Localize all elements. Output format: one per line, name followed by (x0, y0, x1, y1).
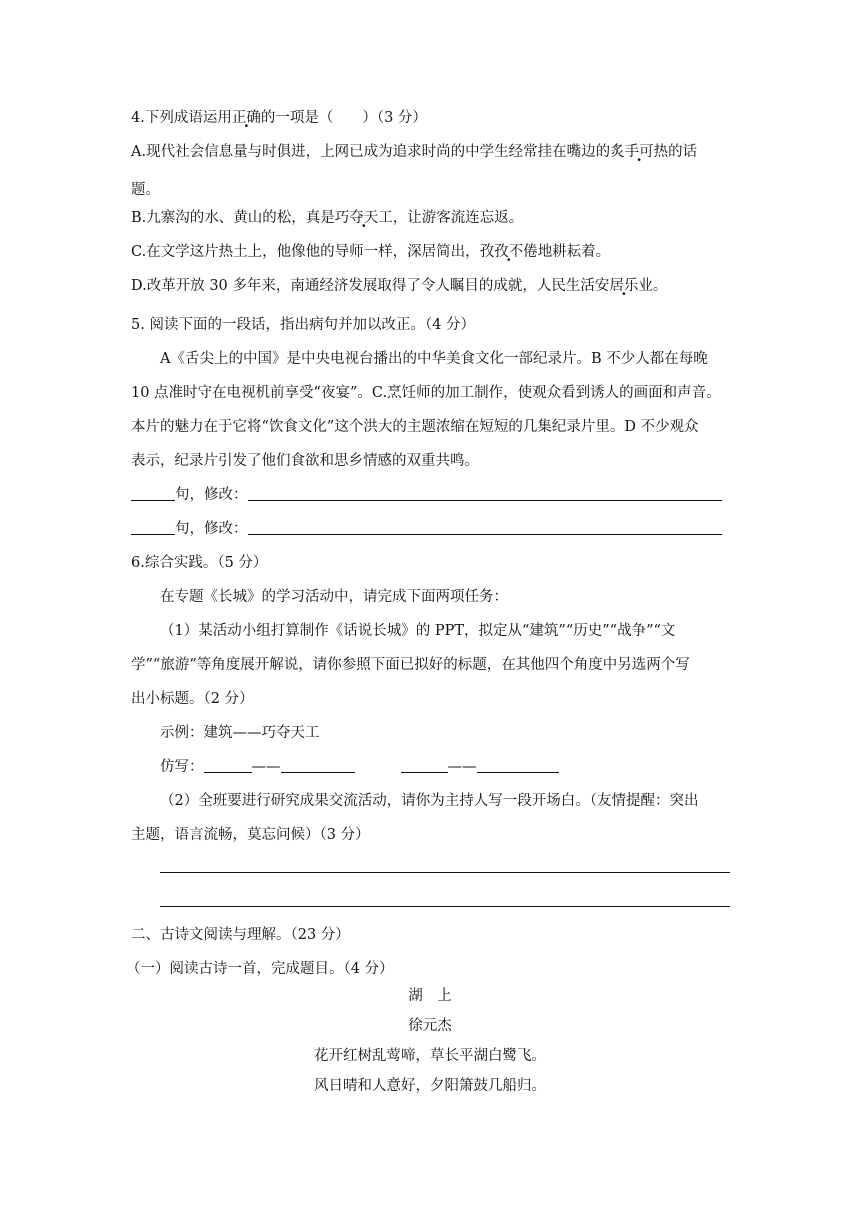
q4-c-idiom: 孜孜不倦 (479, 244, 538, 260)
q4-c-text: C.在文学这片热土上，他像他的导师一样，深居简出， (131, 244, 480, 260)
q5-answer-row-2 (131, 518, 722, 540)
q4-option-a-cont: 题。 (131, 182, 160, 198)
q4-option-d (131, 275, 667, 297)
q6-dash-1: —— (251, 759, 281, 775)
q6-imitate-label: 仿写： (160, 759, 204, 775)
q5-sentence-blank-2[interactable] (131, 518, 175, 535)
q6-example: 示例：建筑——巧夺天工 (160, 725, 320, 741)
q6-imitate-blank-2b[interactable] (477, 756, 559, 773)
q6-answer-line-1[interactable] (160, 872, 730, 873)
q6-intro: 在专题《长城》的学习活动中，请完成下面两项任务： (160, 589, 508, 605)
q4-c-text-end: 地耕耘着。 (537, 244, 611, 260)
q6-dash-2: —— (447, 759, 477, 775)
q6-task1-line-2: 学”“旅游”等角度展开解说，请你参照下面已拟好的标题，在其他四个角度中另选两个写 (131, 657, 690, 673)
q6-imitate-blank-1a[interactable] (204, 756, 252, 773)
q4-d-idiom: 安居乐业 (594, 278, 653, 294)
q6-task1-line-1: （1）某活动小组打算制作《话说长城》的 PPT，拟定从“建筑”“历史”“战争”“文 (160, 623, 676, 639)
q4-a-text-end: 的话 (668, 144, 698, 160)
q6-task2-line-1: （2）全班要进行研究成果交流活动，请你为主持人写一段开场白。（友情提醒：突出 (160, 793, 699, 809)
poem-author: 徐元杰 (408, 1018, 452, 1034)
q4-d-text: D.改革开放 30 多年来，南通经济发展取得了令人瞩目的成就，人民生活 (131, 278, 595, 294)
q4-option-a (131, 141, 697, 163)
q5-answer-label-2: 句，修改： (175, 521, 248, 537)
q6-imitate-row (160, 756, 559, 778)
q4-b-text: B.九寨沟的水、黄山的松，真是 (131, 210, 335, 226)
q5-stem: 5. 阅读下面的一段话，指出病句并加以改正。（4 分） (131, 317, 476, 333)
q5-paragraph-line-3: 本片的魅力在于它将“饮食文化”这个洪大的主题浓缩在短短的几集纪录片里。D 不少观众 (131, 419, 699, 435)
q5-paragraph-line-2: 10 点准时守在电视机前享受“夜宴”。C.烹饪师的加工制作，使观众看到诱人的画面和声音。 (131, 385, 721, 401)
q6-imitate-blank-2a[interactable] (401, 756, 448, 773)
q4-stem-text: 4.下列成语运用 (131, 110, 232, 126)
q4-stem-text-end: 的一项是（ ）（3 分） (260, 110, 427, 126)
q4-b-idiom: 巧夺天工 (334, 210, 393, 226)
section2-title: 二、古诗文阅读与理解。（23 分） (131, 927, 350, 943)
poem-line-1: 花开红树乱莺啼，草长平湖白鹭飞。 (314, 1048, 546, 1064)
q5-paragraph-line-1: A《舌尖上的中国》是中央电视台播出的中华美食文化一部纪录片。B 不少人都在每晚 (160, 351, 708, 367)
q6-task1-line-3: 出小标题。（2 分） (131, 691, 254, 707)
q4-option-c (131, 241, 610, 263)
q4-d-text-end: 。 (652, 278, 668, 294)
q5-paragraph-line-4: 表示，纪录片引发了他们食欲和思乡情感的双重共鸣。 (131, 453, 479, 469)
q5-answer-label-1: 句，修改： (175, 487, 248, 503)
poem-line-2: 风日晴和人意好，夕阳箫鼓几船归。 (314, 1078, 546, 1094)
poem-title: 湖 上 (408, 988, 452, 1004)
q4-a-idiom: 炙手可热 (610, 144, 669, 160)
q5-correction-blank-1[interactable] (248, 484, 722, 501)
q6-stem: 6.综合实践。（5 分） (131, 555, 268, 571)
q5-answer-row-1 (131, 484, 722, 506)
q6-imitate-blank-1b[interactable] (281, 756, 355, 773)
q6-task2-line-2: 主题，语言流畅，莫忘问候）（3 分） (131, 827, 370, 843)
q4-stem (131, 107, 427, 129)
q5-correction-blank-2[interactable] (248, 518, 722, 535)
section2-subsection-1: （一）阅读古诗一首，完成题目。（4 分） (126, 961, 394, 977)
q5-sentence-blank-1[interactable] (131, 484, 175, 501)
q4-stem-emphasis: 正确 (231, 110, 261, 126)
q4-option-b (131, 207, 523, 229)
q4-a-text: A.现代社会信息量与时俱进，上网已成为追求时尚的中学生经常挂在嘴边的 (131, 144, 611, 160)
q6-answer-line-2[interactable] (160, 906, 730, 907)
q4-b-text-end: ，让游客流连忘返。 (392, 210, 524, 226)
